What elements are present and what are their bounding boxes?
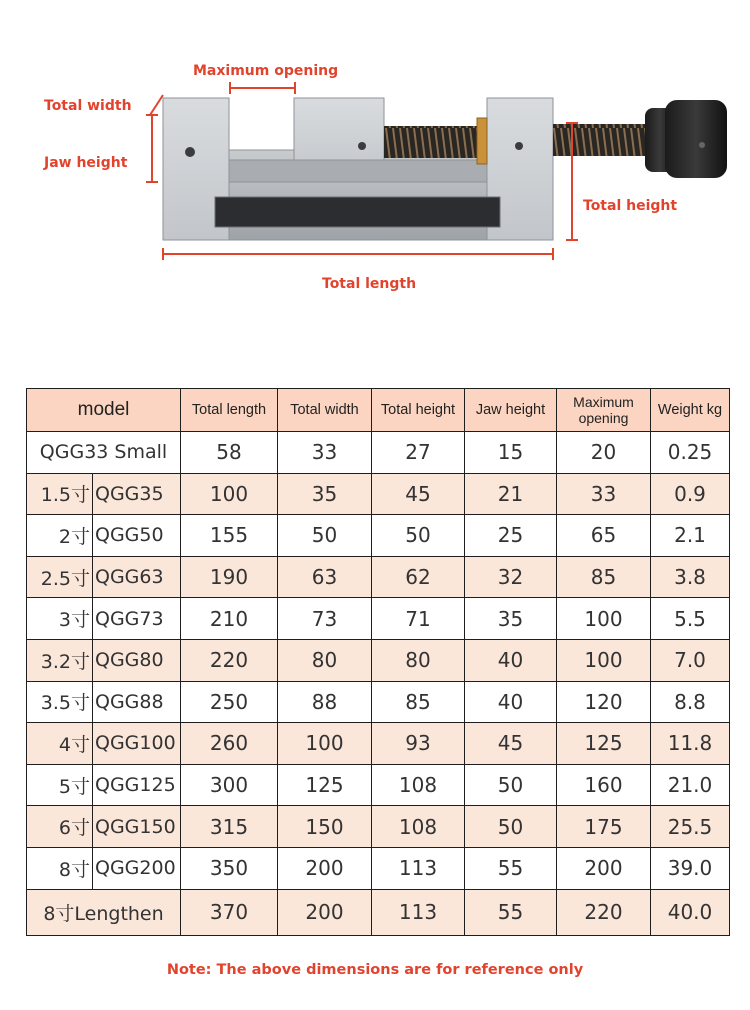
header-total-width: Total width	[278, 389, 372, 432]
total-length-cell: 58	[181, 432, 278, 474]
table-row	[27, 473, 730, 515]
total-height-cell: 45	[372, 473, 465, 515]
total-height-cell: 71	[372, 598, 465, 640]
size-cell: 4寸	[27, 723, 93, 765]
jaw-height-cell: 32	[465, 556, 557, 598]
size-cell: 2.5寸	[27, 556, 93, 598]
table-row	[27, 723, 730, 765]
total-length-cell: 260	[181, 723, 278, 765]
model-code-cell: QGG63	[93, 556, 181, 598]
total-width-cell: 200	[278, 889, 372, 935]
total-length-cell: 190	[181, 556, 278, 598]
jaw-height-cell: 50	[465, 764, 557, 806]
header-weight: Weight kg	[651, 389, 730, 432]
max-opening-label: Maximum opening	[193, 63, 339, 79]
total-width-cell: 88	[278, 681, 372, 723]
jaw-height-cell: 25	[465, 515, 557, 557]
total-height-label: Total height	[583, 198, 678, 214]
max-opening-cell: 175	[557, 806, 651, 848]
model-code-cell: QGG150	[93, 806, 181, 848]
weight-cell: 40.0	[651, 889, 730, 935]
total-width-cell: 200	[278, 847, 372, 889]
size-cell: 6寸	[27, 806, 93, 848]
weight-cell: 2.1	[651, 515, 730, 557]
table-row	[27, 639, 730, 681]
model-code-cell: QGG73	[93, 598, 181, 640]
knob-handle	[645, 100, 727, 178]
max-opening-cell: 120	[557, 681, 651, 723]
total-height-cell: 50	[372, 515, 465, 557]
jaw-height-cell: 55	[465, 847, 557, 889]
total-length-cell: 370	[181, 889, 278, 935]
table-row	[27, 515, 730, 557]
total-width-cell: 73	[278, 598, 372, 640]
header-total-length: Total length	[181, 389, 278, 432]
total-length-cell: 350	[181, 847, 278, 889]
total-height-cell: 80	[372, 639, 465, 681]
jaw-height-cell: 50	[465, 806, 557, 848]
model-code-cell: QGG35	[93, 473, 181, 515]
vise-body	[163, 98, 553, 240]
total-width-cell: 150	[278, 806, 372, 848]
size-cell: 2寸	[27, 515, 93, 557]
jaw-height-cell: 55	[465, 889, 557, 935]
size-cell: 3.2寸	[27, 639, 93, 681]
max-opening-cell: 20	[557, 432, 651, 474]
spec-table	[26, 388, 730, 936]
model-code-cell: QGG50	[93, 515, 181, 557]
total-width-cell: 125	[278, 764, 372, 806]
max-opening-cell: 200	[557, 847, 651, 889]
model-code-cell: QGG100	[93, 723, 181, 765]
jaw-height-label: Jaw height	[44, 155, 128, 171]
size-cell: 1.5寸	[27, 473, 93, 515]
total-height-cell: 108	[372, 764, 465, 806]
vise-dimension-diagram	[0, 0, 750, 310]
max-opening-cell: 85	[557, 556, 651, 598]
total-height-cell: 27	[372, 432, 465, 474]
max-opening-cell: 125	[557, 723, 651, 765]
total-width-label: Total width	[44, 98, 132, 114]
total-length-cell: 100	[181, 473, 278, 515]
total-length-cell: 220	[181, 639, 278, 681]
jaw-height-cell: 45	[465, 723, 557, 765]
max-opening-cell: 100	[557, 639, 651, 681]
weight-cell: 21.0	[651, 764, 730, 806]
header-max-opening: Maximum opening	[557, 389, 651, 432]
size-cell: 5寸	[27, 764, 93, 806]
total-width-cell: 33	[278, 432, 372, 474]
total-length-cell: 155	[181, 515, 278, 557]
table-row	[27, 806, 730, 848]
max-opening-cell: 100	[557, 598, 651, 640]
header-total-height: Total height	[372, 389, 465, 432]
max-opening-cell: 33	[557, 473, 651, 515]
jaw-height-cell: 21	[465, 473, 557, 515]
table-row	[27, 847, 730, 889]
total-height-cell: 113	[372, 889, 465, 935]
weight-cell: 0.25	[651, 432, 730, 474]
table-row	[27, 556, 730, 598]
table-row	[27, 681, 730, 723]
weight-cell: 39.0	[651, 847, 730, 889]
table-row	[27, 764, 730, 806]
table-row	[27, 598, 730, 640]
size-cell: 3寸	[27, 598, 93, 640]
model-cell: 8寸Lengthen	[27, 889, 181, 935]
jaw-height-cell: 15	[465, 432, 557, 474]
total-height-cell: 108	[372, 806, 465, 848]
total-height-cell: 85	[372, 681, 465, 723]
total-width-cell: 50	[278, 515, 372, 557]
model-code-cell: QGG80	[93, 639, 181, 681]
jaw-height-cell: 35	[465, 598, 557, 640]
total-length-cell: 250	[181, 681, 278, 723]
total-width-cell: 80	[278, 639, 372, 681]
total-length-cell: 315	[181, 806, 278, 848]
size-cell: 3.5寸	[27, 681, 93, 723]
jaw-height-cell: 40	[465, 681, 557, 723]
total-height-cell: 62	[372, 556, 465, 598]
weight-cell: 0.9	[651, 473, 730, 515]
weight-cell: 8.8	[651, 681, 730, 723]
jaw-height-cell: 40	[465, 639, 557, 681]
size-cell: 8寸	[27, 847, 93, 889]
total-width-cell: 100	[278, 723, 372, 765]
weight-cell: 7.0	[651, 639, 730, 681]
total-length-cell: 210	[181, 598, 278, 640]
total-height-cell: 93	[372, 723, 465, 765]
model-code-cell: QGG88	[93, 681, 181, 723]
total-length-cell: 300	[181, 764, 278, 806]
weight-cell: 11.8	[651, 723, 730, 765]
header-model: model	[27, 389, 181, 432]
max-opening-cell: 220	[557, 889, 651, 935]
weight-cell: 5.5	[651, 598, 730, 640]
table-row	[27, 889, 730, 935]
max-opening-cell: 160	[557, 764, 651, 806]
total-width-cell: 35	[278, 473, 372, 515]
total-height-cell: 113	[372, 847, 465, 889]
max-opening-cell: 65	[557, 515, 651, 557]
table-row	[27, 432, 730, 474]
total-width-cell: 63	[278, 556, 372, 598]
weight-cell: 25.5	[651, 806, 730, 848]
weight-cell: 3.8	[651, 556, 730, 598]
reference-note: Note: The above dimensions are for reference only	[166, 962, 584, 978]
header-jaw-height: Jaw height	[465, 389, 557, 432]
model-code-cell: QGG200	[93, 847, 181, 889]
total-length-label: Total length	[322, 276, 417, 292]
table-header-row	[27, 389, 730, 432]
model-cell: QGG33 Small	[27, 432, 181, 474]
model-code-cell: QGG125	[93, 764, 181, 806]
